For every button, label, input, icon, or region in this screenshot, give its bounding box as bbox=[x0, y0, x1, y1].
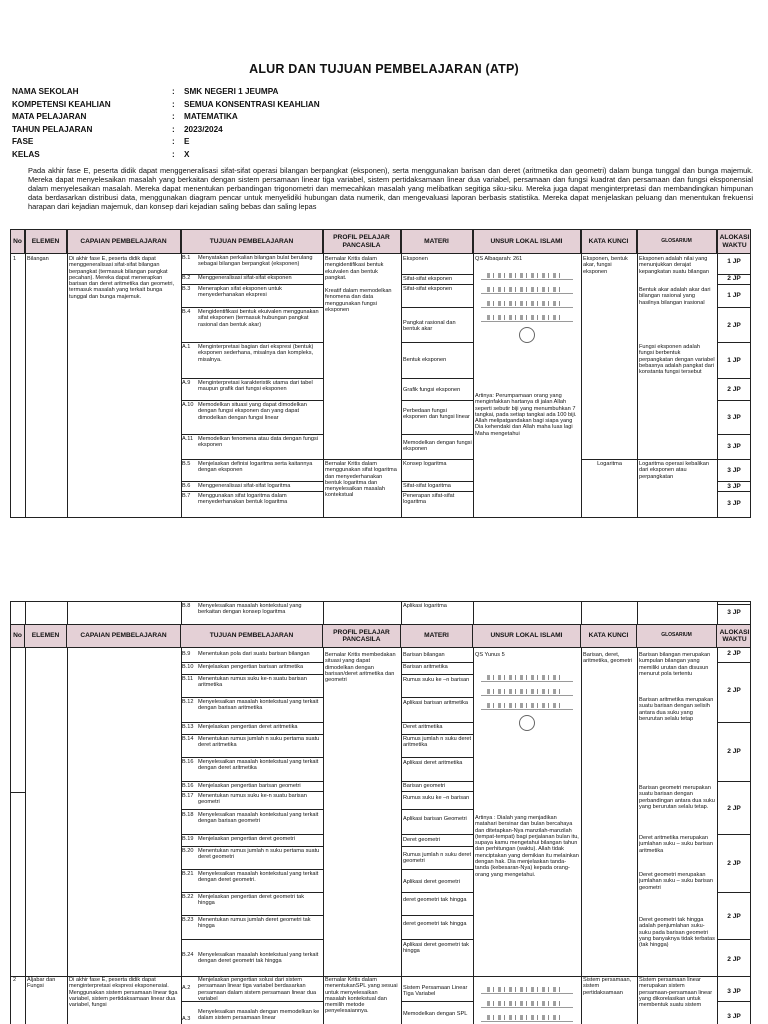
arabic-text-line bbox=[481, 687, 573, 696]
alokasi-waktu: 2 JP bbox=[727, 650, 741, 657]
column-divider bbox=[473, 602, 474, 1024]
alokasi-waktu: 1 JP bbox=[727, 357, 741, 364]
row-divider bbox=[181, 378, 323, 379]
row-divider bbox=[401, 722, 473, 723]
info-colon: : bbox=[172, 112, 175, 122]
materi-cell: Memodelkan dengan SPL bbox=[403, 1011, 468, 1017]
info-key: MATA PELAJARAN bbox=[12, 112, 87, 122]
row-divider bbox=[717, 662, 751, 663]
col-header-kata-kunci: KATA KUNCI bbox=[581, 230, 637, 254]
tp-text: Menyelesaikan masalah kontekstual yang berkaitan dengan konsep logaritma bbox=[198, 603, 302, 616]
column-divider bbox=[637, 230, 638, 517]
arabic-text-line bbox=[481, 285, 573, 294]
row-divider bbox=[401, 459, 473, 460]
atp-table-section-2 bbox=[10, 601, 751, 1024]
glosarium-cell: Sistem persamaan linear merupakan sistem persamaan-persamaan linear yang dikorelasikan untuk membentuk suatu sistem bbox=[639, 977, 713, 1009]
row-divider bbox=[181, 809, 323, 810]
tp-text: Menentukan rumus jumlah n suku pertama suatu deret geometri bbox=[198, 848, 320, 861]
materi-cell: Aplikasi barisan aritmetika bbox=[403, 700, 468, 706]
tp-text: Memodelkan fenomena atau data dengan fungsi eksponen bbox=[198, 436, 319, 449]
tp-code: A.3 bbox=[182, 1016, 191, 1022]
glosarium-cell: Bentuk akar adalah akar dari bilangan rasional yang hasilnya bilangan irasional bbox=[639, 287, 711, 306]
row-divider bbox=[401, 434, 473, 435]
arabic-text-line bbox=[481, 299, 573, 308]
row-divider bbox=[401, 491, 473, 492]
row-divider bbox=[717, 307, 751, 308]
row-divider bbox=[181, 697, 323, 698]
row-divider bbox=[401, 781, 473, 782]
tp-code: B.22 bbox=[182, 894, 194, 900]
row-divider bbox=[181, 734, 323, 735]
arabic-text-line bbox=[481, 313, 573, 322]
info-colon: : bbox=[172, 137, 175, 147]
materi-cell: Sistem Persamaan Linear Tiga Variabel bbox=[403, 985, 468, 998]
column-divider bbox=[323, 602, 324, 1024]
materi-cell: Grafik fungsi eksponen bbox=[403, 387, 461, 393]
document-title: ALUR DAN TUJUAN PEMBELAJARAN (ATP) bbox=[249, 62, 519, 76]
tp-text: Menjelaskan pengertian solusi dari sistem persamaan linear tiga variabel berdasarkan persamaan dalam sistem persamaan linear dua variabel bbox=[198, 977, 317, 1002]
arabic-text-line bbox=[481, 701, 573, 710]
tp-text: Menjelaskan pengertian barisan aritmetika bbox=[198, 664, 304, 670]
tp-code: A.9 bbox=[182, 380, 191, 386]
materi-cell: Eksponen bbox=[403, 256, 428, 262]
row-divider bbox=[181, 915, 323, 916]
arabic-text-line bbox=[481, 271, 573, 280]
column-divider bbox=[401, 602, 402, 1024]
alokasi-waktu: 3 JP bbox=[727, 414, 741, 421]
row-divider bbox=[717, 834, 751, 835]
materi-cell: Deret aritmetika bbox=[403, 724, 443, 730]
row-divider bbox=[181, 284, 323, 285]
info-colon: : bbox=[172, 149, 175, 159]
tp-code: B.9 bbox=[182, 651, 191, 657]
materi-cell: Aplikasi deret geometri tak hingga bbox=[403, 942, 469, 955]
tp-text: Menginterpretasi bagian dari ekspresi (bentuk) eksponen sederhana, misalnya dan kompleks, misalnya. bbox=[198, 344, 314, 363]
tp-code: B.21 bbox=[182, 871, 194, 877]
arabic-text-line bbox=[481, 1013, 573, 1022]
tp-code: B.14 bbox=[182, 736, 194, 742]
tp-code: A.11 bbox=[182, 436, 194, 442]
info-row bbox=[12, 149, 572, 162]
materi-cell: Sifat-sifat logaritma bbox=[403, 483, 451, 489]
materi-cell: Rumus suku ke –n barisan bbox=[403, 677, 470, 683]
col-header-elemen: ELEMEN bbox=[25, 230, 67, 254]
col-header-tujuan: TUJUAN PEMBELAJARAN bbox=[181, 230, 323, 254]
materi-cell: Aplikasi deret aritmetika bbox=[403, 760, 463, 766]
materi-cell: Sifat-sifat eksponen bbox=[403, 276, 453, 282]
row-divider bbox=[401, 378, 473, 379]
row-divider bbox=[181, 434, 323, 435]
tp-code: B.7 bbox=[182, 493, 191, 499]
tp-text: Menyelesaikan masalah kontekstual yang terkait dengan deret geometri tak hingga bbox=[198, 952, 319, 965]
unsur-lokal-ref: QS Albaqarah: 261 bbox=[475, 256, 523, 262]
row-divider bbox=[181, 400, 323, 401]
row-divider bbox=[401, 307, 473, 308]
alokasi-waktu: 3 JP bbox=[727, 443, 741, 450]
materi-cell: Rumus suku ke –n barisan bbox=[403, 795, 470, 801]
row-divider bbox=[401, 846, 473, 847]
row-divider bbox=[401, 734, 473, 735]
tp-text: Menentukan pola dari suatu barisan bilangan bbox=[198, 651, 310, 657]
row-number: 1 bbox=[13, 256, 17, 262]
info-colon: : bbox=[172, 124, 175, 134]
row-divider bbox=[401, 674, 473, 675]
kata-kunci-cell: Eksponen, bentuk akar, fungsi eksponen bbox=[583, 256, 628, 275]
tp-text: Menjelaskan pengertian deret geometri bbox=[198, 836, 296, 842]
profil-cell: Bernalar Kritis dalam menentukanSPL yang sesuai untuk menyelesaikan masalah kontekstual dan memilih metode penyelesaiannya. bbox=[325, 977, 398, 1015]
row-divider bbox=[181, 491, 323, 492]
col-header-unsur: UNSUR LOKAL ISLAMI bbox=[473, 230, 581, 254]
row-divider bbox=[401, 834, 473, 835]
unsur-lokal-text: Artinya: Perumpamaan orang yang menginfakkan hartanya di jalan Allah seperti sebutir biji yang menumbuhkan 7 tangkai, pada setiap tangkai ada 100 biji. Allah melipatgandakan bagi siapa yang Dia kehendaki dan Allah maha luas lagi Maha mengetahui bbox=[475, 393, 577, 437]
row-divider bbox=[181, 722, 323, 723]
tp-code: B.2 bbox=[182, 275, 191, 281]
materi-cell: deret geometri tak hingga bbox=[403, 921, 467, 927]
alokasi-waktu: 2 JP bbox=[727, 913, 741, 920]
info-key: FASE bbox=[12, 137, 34, 147]
kata-kunci-cell: Sistem persamaan, sistem pertidaksamaan bbox=[583, 977, 632, 996]
tp-code: B.23 bbox=[182, 917, 194, 923]
tp-text: Menyatakan perkalian bilangan bulat berulang sebagai bilangan berpangkat (eksponen) bbox=[198, 255, 313, 268]
col-header-glosarium: GLOSARIUM bbox=[637, 624, 717, 648]
row-divider bbox=[401, 481, 473, 482]
row-number: 2 bbox=[13, 977, 17, 983]
verse-end-mark bbox=[519, 327, 535, 343]
arabic-text-line bbox=[481, 999, 573, 1008]
glosarium-cell: Eksponen adalah nilai yang menunjukkan derajat kepangkatan suatu bilangan bbox=[639, 256, 709, 275]
tp-code: A.1 bbox=[182, 344, 191, 350]
info-value: X bbox=[184, 149, 190, 159]
col-header-profil: PROFIL PELAJAR PANCASILA bbox=[323, 230, 401, 254]
info-row bbox=[12, 124, 572, 137]
materi-cell: Aplikasi deret geometri bbox=[403, 879, 460, 885]
col-header-alokasi: ALOKASI WAKTU bbox=[717, 230, 751, 254]
alokasi-waktu: 3 JP bbox=[727, 483, 741, 490]
tp-text: Menyelesaikan masalah kontekstual yang terkait dengan deret aritmetika bbox=[198, 759, 319, 772]
quran-verse-image bbox=[477, 668, 577, 758]
tp-code: B.13 bbox=[182, 724, 194, 730]
col-header-capaian: CAPAIAN PEMBELAJARAN bbox=[67, 624, 181, 648]
tp-code: B.16 bbox=[182, 783, 194, 789]
row-divider bbox=[401, 697, 473, 698]
tp-code: B.16 bbox=[182, 759, 194, 765]
row-divider bbox=[581, 459, 637, 460]
tp-code: B.19 bbox=[182, 836, 194, 842]
info-key: NAMA SEKOLAH bbox=[12, 87, 79, 96]
materi-cell: Barisan aritmetika bbox=[403, 664, 448, 670]
column-divider bbox=[25, 602, 26, 1024]
glosarium-cell: Deret geometri tak hingga adalah penjumlahan suku-suku pada barisan geometri yang banyaknya tidak terbatas (tak hingga) bbox=[639, 917, 715, 949]
tp-code: A.10 bbox=[182, 402, 194, 408]
row-divider bbox=[181, 342, 323, 343]
column-divider bbox=[67, 602, 68, 1024]
tp-code: B.8 bbox=[182, 603, 191, 609]
tp-code: B.17 bbox=[182, 793, 194, 799]
materi-cell: deret geometri tak hingga bbox=[403, 897, 467, 903]
col-header-glosarium: GLOSARIUM bbox=[637, 230, 717, 254]
row-divider bbox=[11, 792, 25, 793]
info-colon: : bbox=[172, 99, 175, 109]
tp-text: Menyelesaikan masalah kontekstual yang terkait dengan deret geometri. bbox=[198, 871, 319, 884]
glosarium-cell: Barisan aritmetika merupakan suatu barisan dengan selisih antara dua suku yang berurutan selalu tetap bbox=[639, 697, 714, 722]
column-divider bbox=[67, 230, 68, 517]
row-divider bbox=[717, 781, 751, 782]
row-divider bbox=[717, 892, 751, 893]
profil-cell: Bernalar Kritis membedakan situasi yang dapat dimodelkan dengan barisan/deret aritmetika dan geometri bbox=[325, 652, 396, 684]
column-divider bbox=[323, 230, 324, 517]
tp-text: Menjelaskan pengertian barisan geometri bbox=[198, 783, 301, 789]
tp-code: B.4 bbox=[182, 309, 191, 315]
row-divider bbox=[401, 274, 473, 275]
row-divider bbox=[401, 662, 473, 663]
row-divider bbox=[181, 791, 323, 792]
tp-text: Menyelesaikan masalah kontekstual yang terkait dengan barisan aritmetika bbox=[198, 699, 319, 712]
row-divider bbox=[717, 400, 751, 401]
tp-code: B.18 bbox=[182, 812, 194, 818]
alokasi-waktu: 3 JP bbox=[727, 988, 741, 995]
tp-text: Menentukan rumus jumlah deret geometri tak hingga bbox=[198, 917, 311, 930]
row-divider bbox=[401, 915, 473, 916]
profil-cell: Kreatif dalam memodelkan fenomena dan data menggunakan fungsi eksponen bbox=[325, 288, 392, 313]
row-divider bbox=[181, 662, 323, 663]
tp-text: Memodelkan situasi yang dapat dimodelkan dengan fungsi eksponen dan yang dapat dimodelkan dengan fungsi linear bbox=[198, 402, 307, 421]
tp-text: Menyelesaikan masalah kontekstual yang terkait dengan barisan geometri bbox=[198, 812, 319, 825]
profil-cell: Bernalar Kritis dalam mengidentifikasi bentuk ekuivalen dan bentuk pangkat. bbox=[325, 256, 384, 281]
alokasi-waktu: 3 JP bbox=[727, 500, 741, 507]
tp-text: Menerapkan sifat eksponen untuk menyederhanakan ekspresi bbox=[198, 286, 282, 299]
materi-cell: Rumus jumlah n suku deret aritmetika bbox=[403, 736, 472, 749]
info-row bbox=[12, 111, 572, 124]
atp-table-section-1 bbox=[10, 229, 751, 518]
alokasi-waktu: 2 JP bbox=[727, 748, 741, 755]
row-divider bbox=[717, 722, 751, 723]
alokasi-waktu: 1 JP bbox=[727, 292, 741, 299]
tp-code: B.10 bbox=[182, 664, 194, 670]
alokasi-waktu: 3 JP bbox=[727, 1013, 741, 1020]
col-header-profil: PROFIL PELAJAR PANCASILA bbox=[323, 624, 401, 648]
glosarium-cell: Deret aritmetika merupakan jumlahan suku – suku barisan aritmetika bbox=[639, 835, 714, 854]
row-divider bbox=[401, 400, 473, 401]
row-divider bbox=[717, 481, 751, 482]
quran-verse-image bbox=[477, 266, 577, 366]
elemen-cell: Aljabar dan Fungsi bbox=[27, 977, 56, 990]
col-header-kata-kunci: KATA KUNCI bbox=[581, 624, 637, 648]
capaian-cell: Di akhir fase E, peserta didik dapat menginterpretasi ekspresi eksponensial. Menggunakan sistem persamaan linear tiga variabel, sistem pertidaksamaan linear dua variabel, fungsi bbox=[69, 977, 178, 1009]
tp-text: Menentukan rumus suku ke-n suatu barisan aritmetika bbox=[198, 676, 307, 689]
row-divider bbox=[717, 378, 751, 379]
row-divider bbox=[401, 284, 473, 285]
col-header-tujuan: TUJUAN PEMBELAJARAN bbox=[181, 624, 323, 648]
glosarium-cell: Barisan bilangan merupakan kumpulan bilangan yang memiliki urutan dan disusun menurut pola tertentu bbox=[639, 652, 711, 677]
tp-code: B.11 bbox=[182, 676, 194, 682]
alokasi-waktu: 2 JP bbox=[727, 956, 741, 963]
materi-cell: Konsep logaritma bbox=[403, 461, 447, 467]
tp-text: Menjelaskan pengertian deret aritmetika bbox=[198, 724, 298, 730]
arabic-text-line bbox=[481, 673, 573, 682]
alokasi-waktu: 2 JP bbox=[727, 386, 741, 393]
materi-cell: Barisan geometri bbox=[403, 783, 446, 789]
row-divider bbox=[401, 869, 473, 870]
column-divider bbox=[581, 602, 582, 1024]
info-colon: : bbox=[172, 87, 175, 96]
tp-text: Menentukan rumus suku ke-n suatu barisan geometri bbox=[198, 793, 307, 806]
tp-text: Menginterpretasi karakteristik utama dari tabel maupun grafik dari fungsi eksponen bbox=[198, 380, 313, 393]
column-divider bbox=[25, 230, 26, 517]
kata-kunci-cell: Barisan, deret, aritmetika, geometri bbox=[583, 652, 633, 665]
row-divider bbox=[717, 604, 751, 605]
column-divider bbox=[581, 230, 582, 517]
row-divider bbox=[181, 674, 323, 675]
row-divider bbox=[181, 757, 323, 758]
info-value: 2023/2024 bbox=[184, 124, 223, 134]
info-row bbox=[12, 136, 572, 149]
info-value: SMK NEGERI 1 JEUMPA bbox=[184, 87, 279, 96]
row-divider bbox=[401, 892, 473, 893]
row-divider bbox=[181, 892, 323, 893]
row-divider bbox=[401, 1001, 473, 1002]
alokasi-waktu: 2 JP bbox=[727, 805, 741, 812]
row-divider bbox=[181, 307, 323, 308]
row-divider bbox=[717, 939, 751, 940]
info-key: KOMPETENSI KEAHLIAN bbox=[12, 99, 111, 109]
alokasi-waktu: 2 JP bbox=[727, 322, 741, 329]
row-divider bbox=[401, 791, 473, 792]
col-header-unsur: UNSUR LOKAL ISLAMI bbox=[473, 624, 581, 648]
row-divider bbox=[181, 834, 323, 835]
profil-cell: Bernalar Kritis dalam menggunakan sifat logaritma dan menyederhanakan bentuk logaritma dan menyelesaikan masalah kontekstual bbox=[325, 461, 397, 499]
materi-cell: Deret geometri bbox=[403, 837, 440, 843]
alokasi-waktu: 2 JP bbox=[727, 275, 741, 282]
alokasi-waktu: 3 JP bbox=[727, 467, 741, 474]
row-divider bbox=[323, 459, 401, 460]
alokasi-waktu: 1 JP bbox=[727, 258, 741, 265]
info-row bbox=[12, 86, 572, 99]
glosarium-cell: Fungsi eksponen adalah fungsi berbentuk perpangkatan dengan variabel bebasnya adalah pangkat dari konstanta fungsi tersebut bbox=[639, 344, 715, 376]
quran-verse-image bbox=[477, 980, 577, 1024]
tp-text: Mengidentifikasi bentuk ekuivalen menggunakan sifat eksponen (termasuk hubungan pangkat rasional dan bentuk akar) bbox=[198, 309, 319, 328]
row-divider bbox=[717, 342, 751, 343]
tp-text: Menjelaskan pengertian deret geometri tak hingga bbox=[198, 894, 305, 907]
tp-code: B.1 bbox=[182, 255, 191, 261]
glosarium-cell: Logaritma operasi kebalikan dari eksponen atau perpangkatan bbox=[639, 461, 709, 480]
capaian-cell: Di akhir fase E, peserta didik dapat menggeneralisasi sifat-sifat bilangan berpangkat (termasuk bilangan pangkat pecahan). Mereka dapat menerapkan barisan dan deret aritmetika dan geometri, termasuk masalah yang terkait bunga tunggal dan bunga majemuk. bbox=[69, 256, 175, 300]
materi-cell: Rumus jumlah n suku deret geometri bbox=[403, 852, 472, 865]
row-divider bbox=[717, 1001, 751, 1002]
materi-cell: Pangkat rasional dan bentuk akar bbox=[403, 320, 456, 333]
col-header-materi: MATERI bbox=[401, 624, 473, 648]
row-divider bbox=[181, 459, 323, 460]
info-key: KELAS bbox=[12, 149, 40, 159]
row-divider bbox=[717, 459, 751, 460]
tp-code: B.6 bbox=[182, 483, 191, 489]
row-divider bbox=[401, 939, 473, 940]
info-value: SEMUA KONSENTRASI KEAHLIAN bbox=[184, 99, 320, 109]
unsur-lokal-ref: QS Yunus 5 bbox=[475, 652, 505, 658]
tp-code: B.5 bbox=[182, 461, 191, 467]
glosarium-cell: Deret geometri merupakan jumlahan suku – suku barisan geometri bbox=[639, 872, 714, 891]
intro-paragraph: Pada akhir fase E, peserta didik dapat menggeneralisasi sifat-sifat operasi bilangan berpangkat (eksponen), serta menggunakan barisan dan deret (aritmetika dan geometri) dalam bunga tunggal dan bunga majemuk. Mereka dapat menyelesaikan masalah yang berkaitan dengan sistem persamaan linear tiga variabel, sistem pertidaksamaan linear dua variabel, persamaan dan fungsi kuadrat dan persamaan dan fungsi eksponensial dalam menyelesaikan masalah. Mereka dapat menentukan perbandingan trigonometri dan memecahkan masalah yang melibatkan segitiga siku-siku. Mereka juga dapat menginterpretasi dan membandingkan himpunan data berdasarkan distribusi data, menggunakan diagram pencar untuk menyelidiki hubungan data numerik, dan mengevaluasi laporan berbasis statistika. Mereka dapat menjelaskan peluang dan menentukan frekuensi harapan dari kejadian majemuk, dan konsep dari kejadian saling bebas dan saling lepas bbox=[28, 166, 753, 212]
col-header-elemen: ELEMEN bbox=[25, 624, 67, 648]
row-divider bbox=[181, 869, 323, 870]
row-divider bbox=[717, 434, 751, 435]
info-value: E bbox=[184, 137, 190, 147]
arabic-text-line bbox=[481, 985, 573, 994]
tp-code: B.20 bbox=[182, 848, 194, 854]
kata-kunci-cell: Logaritma bbox=[597, 461, 622, 467]
tp-text: Menyelesaikan masalah dengan memodelkan ke dalam sistem persamaan linear bbox=[198, 1009, 320, 1022]
row-divider bbox=[181, 481, 323, 482]
info-value: MATEMATIKA bbox=[184, 112, 238, 122]
row-divider bbox=[717, 491, 751, 492]
alokasi-waktu: 3 JP bbox=[727, 609, 741, 616]
tp-text: Menentukan rumus jumlah n suku pertama suatu deret aritmetika bbox=[198, 736, 320, 749]
row-divider bbox=[401, 757, 473, 758]
tp-text: Menggeneralisasi sifat-sifat eksponen bbox=[198, 275, 292, 281]
row-divider bbox=[637, 459, 717, 460]
materi-cell: Aplikasi logaritma bbox=[403, 603, 447, 609]
col-header-materi: MATERI bbox=[401, 230, 473, 254]
col-header-no: No bbox=[11, 230, 25, 254]
info-row bbox=[12, 99, 572, 112]
materi-cell: Aplikasi barisan Geometri bbox=[403, 816, 467, 822]
row-divider bbox=[181, 939, 323, 940]
materi-cell: Memodelkan dengan fungsi eksponen bbox=[403, 440, 472, 453]
materi-cell: Bentuk eksponen bbox=[403, 357, 447, 363]
unsur-lokal-text: Artinya : Dialah yang menjadikan matahari bersinar dan bulan bercahaya dan ditetapkan-Nya manzilah-manzilah (tempat-tempat) bagi perjalanan bulan itu, supaya kamu mengetahui bilangan tahun dan perhitungan (waktu). Allah tidak menciptakan yang demikian itu melainkan dengan hak. Dia menjelaskan tanda-tanda (kebesaran-Nya) kepada orang-orang yang mengetahui. bbox=[475, 815, 579, 878]
tp-code: B.3 bbox=[182, 286, 191, 292]
glosarium-cell: Barisan geometri merupakan suatu barisan dengan perbandingan antara dua suku yang berurutan selalu tetap. bbox=[639, 785, 715, 810]
info-key: TAHUN PELAJARAN bbox=[12, 124, 93, 134]
elemen-cell: Bilangan bbox=[27, 256, 49, 262]
materi-cell: Penerapan sifat-sifat logaritma bbox=[403, 493, 455, 506]
tp-text: Menggunakan sifat logaritma dalam menyederhanakan bentuk logaritma bbox=[198, 493, 288, 506]
materi-cell: Perbedaan fungsi eksponen dan fungsi linear bbox=[403, 408, 470, 421]
col-header-no: No bbox=[11, 624, 25, 648]
row-divider bbox=[181, 846, 323, 847]
column-divider bbox=[637, 602, 638, 1024]
identity-block bbox=[12, 86, 572, 162]
row-divider bbox=[717, 284, 751, 285]
alokasi-waktu: 2 JP bbox=[727, 687, 741, 694]
materi-cell: Sifat-sifat eksponen bbox=[403, 286, 453, 292]
tp-code: A.2 bbox=[182, 985, 191, 991]
row-divider bbox=[401, 342, 473, 343]
column-divider bbox=[473, 230, 474, 517]
verse-end-mark bbox=[519, 715, 535, 731]
tp-text: Menjelaskan definisi logaritma serta kaitannya dengan eksponen bbox=[198, 461, 313, 474]
tp-code: B.12 bbox=[182, 699, 194, 705]
materi-cell: Barisan bilangan bbox=[403, 652, 445, 658]
tp-text: Menggeneralisasi sifat-sifat logaritma bbox=[198, 483, 291, 489]
tp-code: B.24 bbox=[182, 952, 194, 958]
col-header-capaian: CAPAIAN PEMBELAJARAN bbox=[67, 230, 181, 254]
row-divider bbox=[401, 809, 473, 810]
alokasi-waktu: 2 JP bbox=[727, 860, 741, 867]
col-header-alokasi: ALOKASI WAKTU bbox=[717, 624, 751, 648]
row-divider bbox=[181, 781, 323, 782]
